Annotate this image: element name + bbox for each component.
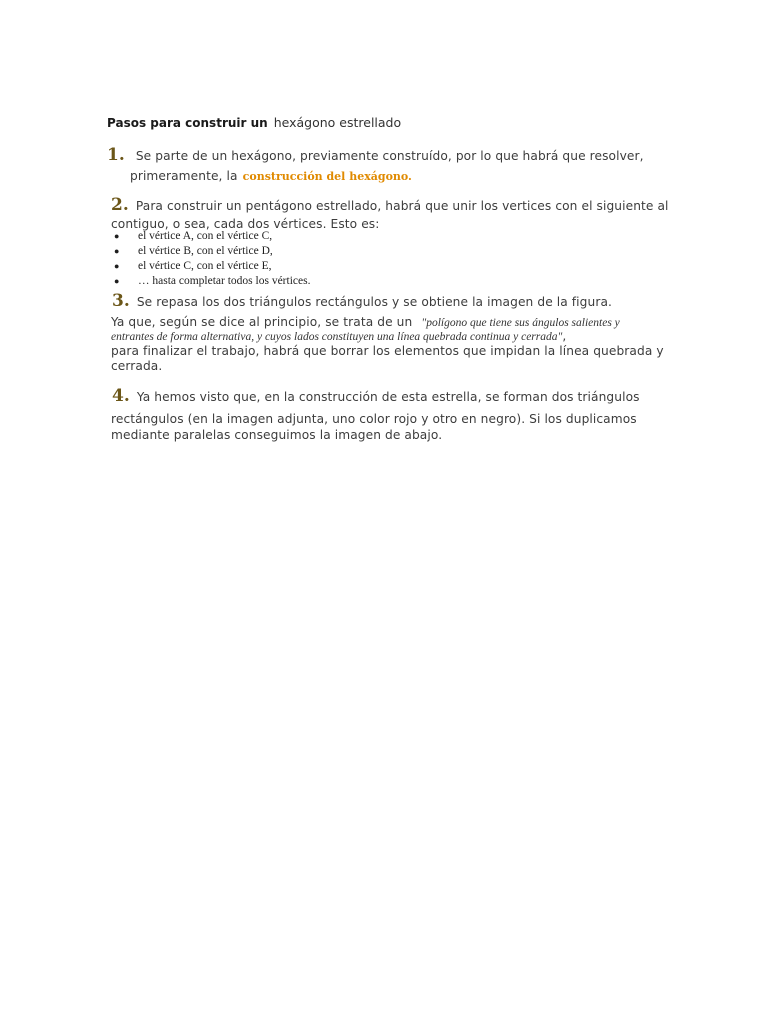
- step-1-number: 1.: [107, 145, 125, 165]
- list-item: ● el vértice B, con el vértice D,: [114, 245, 273, 257]
- hexagon-construction-link[interactable]: construcción del hexágono.: [242, 170, 412, 183]
- step-3-text-3: ,: [562, 329, 567, 343]
- step-2-text-2: contiguo, o sea, cada dos vértices. Esto es:: [111, 217, 380, 231]
- step-3-line-1: [112, 291, 612, 311]
- step-3-text-4: para finalizar el trabajo, habrá que borrar los elementos que impidan la línea quebrada y: [111, 344, 664, 358]
- step-1-line-2: [130, 165, 412, 184]
- step-3-line-4: [111, 340, 664, 359]
- step-1-text-2: primeramente, la: [130, 169, 238, 183]
- list-item: ● … hasta completar todos los vértices.: [114, 275, 311, 287]
- step-1-text-1: Se parte de un hexágono, previamente construído, por lo que habrá que resolver,: [135, 149, 644, 163]
- bullet-icon: ●: [114, 276, 120, 286]
- step-3-quote-2: entrantes de forma alternativa, y cuyos lados constituyen una línea quebrada continua y cerrada": [111, 331, 563, 343]
- step-4-text-2: rectángulos (en la imagen adjunta, uno color rojo y otro en negro). Si los duplicamos: [111, 412, 637, 426]
- step-4-line-1: [112, 386, 640, 406]
- step-3-text-5: cerrada.: [111, 359, 163, 373]
- bullet-icon: ●: [114, 246, 120, 256]
- step-3-text-2: Ya que, según se dice al principio, se trata de un: [111, 315, 413, 329]
- title-normal: hexágono estrellado: [273, 115, 402, 130]
- title-bold: Pasos para construir un: [107, 116, 268, 130]
- list-item: ● el vértice C, con el vértice E,: [114, 260, 272, 272]
- list-item: ● el vértice A, con el vértice C,: [114, 230, 273, 242]
- step-2-number: 2.: [111, 195, 129, 215]
- page-title: [107, 115, 401, 130]
- bullet-icon: ●: [114, 261, 120, 271]
- step-2-text-1: Para construir un pentágono estrellado, habrá que unir los vertices con el siguiente al: [135, 199, 669, 213]
- step-3-line-5: [111, 355, 162, 374]
- step-4-line-3: [111, 424, 442, 443]
- step-2-line-1: [111, 195, 669, 215]
- step-1-line-1: [107, 145, 644, 165]
- step-4-text-3: mediante paralelas conseguimos la imagen de abajo.: [111, 428, 443, 442]
- bullet-icon: ●: [114, 231, 120, 241]
- step-3-text-1: Se repasa los dos triángulos rectángulos y se obtiene la imagen de la figura.: [136, 295, 612, 309]
- step-4-number: 4.: [112, 386, 130, 406]
- step-4-text-1: Ya hemos visto que, en la construcción de esta estrella, se forman dos triángulos: [136, 390, 640, 404]
- step-3-number: 3.: [112, 291, 130, 311]
- step-3-quote-1: "polígono que tiene sus ángulos salientes y: [421, 317, 620, 329]
